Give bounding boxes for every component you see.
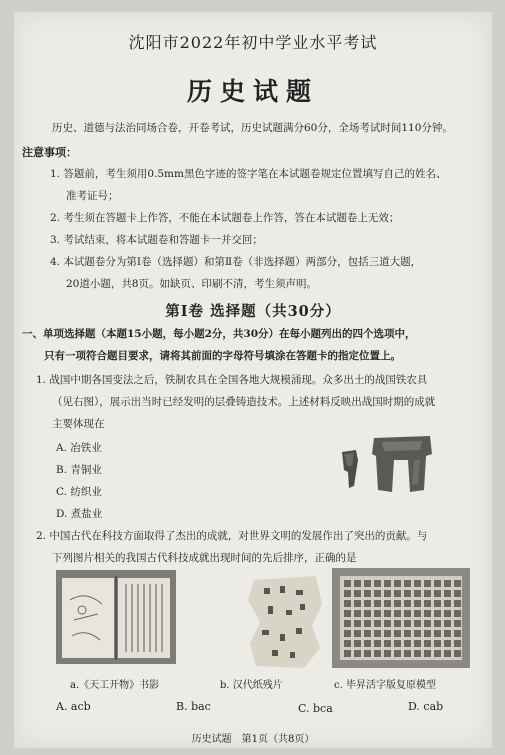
iron-tools-image [332, 430, 442, 500]
exam-page [14, 12, 492, 748]
q1-stem: 主要体现在 [52, 418, 105, 430]
page-footer: 历史试题 第1页（共8页） [191, 734, 315, 745]
notice-item: 3. 考试结束，将本试题卷和答题卡一并交回； [50, 234, 263, 246]
exam-title: 历史试题 [186, 77, 319, 106]
tiangong-kaiwu-image [56, 570, 176, 664]
notice-item: 20道小题，共8页。如缺页、印刷不清，考生须声明。 [66, 278, 318, 290]
q1-stem: （见右图），展示出当时已经发明的层叠铸造技术。上述材料反映出战国时期的成就 [52, 396, 436, 408]
han-paper-image [246, 574, 326, 670]
exam-header: 沈阳市2022年初中学业水平考试 [128, 33, 378, 52]
notice-item: 4. 本试题卷分为第Ⅰ卷（选择题）和第Ⅱ卷（非选择题）两部分，包括三道大题， [50, 256, 422, 268]
q1-option-a: A. 冶铁业 [56, 442, 102, 454]
section-intro: 一、单项选择题（本题15小题，每小题2分，共30分）在每小题列出的四个选项中， [22, 328, 416, 340]
notice-item: 1. 答题前，考生须用0.5mm黑色字迹的签字笔在本试题卷规定位置填写自己的姓名、 [50, 168, 447, 180]
section-title: 第Ⅰ卷 选择题（共30分） [165, 303, 341, 320]
caption-b: b. 汉代纸残片 [220, 680, 283, 691]
q1-option-c: C. 纺织业 [56, 486, 102, 498]
q1-option-d: D. 煮盐业 [56, 508, 103, 520]
movable-type-image [332, 568, 470, 668]
q2-stem: 2. 中国古代在科技方面取得了杰出的成就，对世界文明的发展作出了突出的贡献。与 [36, 530, 428, 542]
notice-item: 2. 考生须在答题卡上作答，不能在本试题卷上作答，答在本试题卷上无效； [50, 212, 400, 224]
q2-stem: 下列图片相关的我国古代科技成就出现时间的先后排序，正确的是 [52, 552, 357, 564]
q2-option-c: C. bca [298, 702, 333, 715]
q1-option-b: B. 青铜业 [56, 464, 102, 476]
notice-label: 注意事项： [22, 146, 77, 159]
section-intro: 只有一项符合题目要求，请将其前面的字母符号填涂在答题卡的指定位置上。 [44, 350, 401, 362]
q2-option-b: B. bac [176, 700, 211, 713]
q1-stem: 1. 战国中期各国变法之后，铁制农具在全国各地大规模涌现。众多出土的战国铁农具 [36, 374, 428, 386]
caption-a: a.《天工开物》书影 [70, 680, 160, 691]
q2-option-d: D. cab [408, 700, 444, 713]
notice-item: 准考证号； [66, 190, 119, 202]
caption-c: c. 毕昇活字版复原模型 [334, 680, 436, 691]
q2-option-a: A. acb [56, 700, 91, 713]
intro-text: 历史、道德与法治同场合卷，开卷考试，历史试题满分60分，全场考试时间110分钟。 [52, 122, 453, 134]
